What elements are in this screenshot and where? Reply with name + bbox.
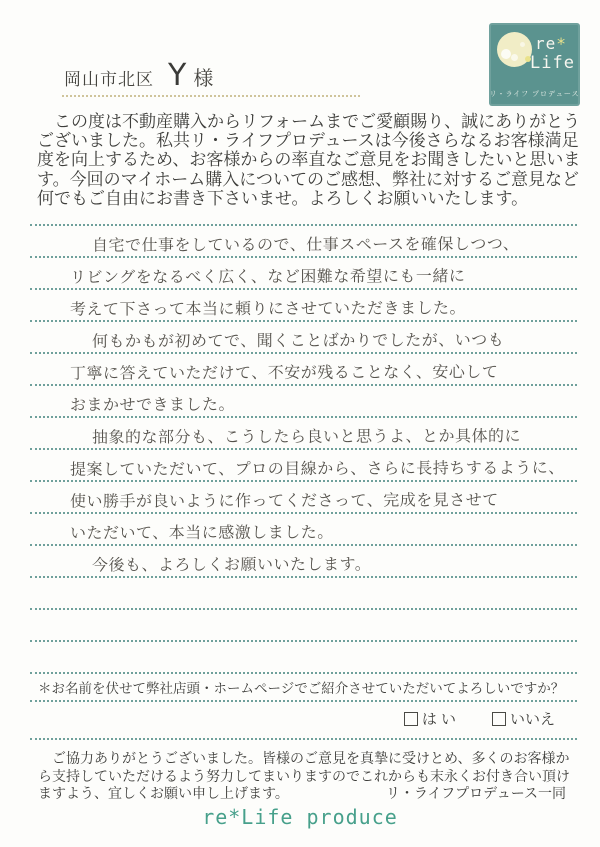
handwritten-line: 提案していただいて、プロの目線から、さらに長持ちするように、	[69, 458, 565, 479]
consent-option-no	[492, 708, 555, 729]
intro-paragraph	[37, 112, 581, 208]
consent-no-checkbox[interactable]	[492, 712, 506, 726]
ruled-line	[30, 450, 577, 482]
logo-wordmark-top	[535, 34, 567, 53]
logo-subtitle: リ・ライフ プロデュース	[489, 91, 580, 98]
handwritten-line: 抽象的な部分も、こうしたら良いと思うよ、とか具体的に	[91, 426, 522, 447]
customer-city: 岡山市北区	[64, 70, 154, 89]
ruled-line-empty	[30, 610, 577, 642]
intro-line: この度は不動産購入からリフォームまでご愛顧賜り、誠にありがとう	[54, 112, 581, 131]
ruled-line	[30, 514, 577, 546]
ruled-line	[30, 226, 577, 258]
logo-bubble-icon	[511, 54, 518, 61]
consent-yes-label: は い	[421, 711, 456, 728]
ruled-line	[30, 482, 577, 514]
handwritten-line: 丁寧に答えていただけて、不安が残ることなく、安心して	[69, 362, 499, 383]
handwritten-line: 使い勝手が良いように作ってくださって、完成を見させて	[69, 490, 499, 511]
ruled-line-empty	[30, 642, 577, 674]
customer-initial: Y	[168, 58, 187, 93]
customer-name-line	[64, 58, 213, 93]
customer-honorific: 様	[193, 68, 214, 90]
intro-line: 何でもご自由にお書き下さいませ。よろしくお願いいたします。	[37, 188, 529, 208]
logo-re-text: re	[535, 34, 557, 53]
ruled-line	[30, 354, 577, 386]
company-logo	[489, 23, 580, 106]
closing-line: ら支持していただけるよう努力してまいりますのでこれからも末永くお付き合い頂け	[38, 767, 570, 784]
ruled-line	[30, 418, 577, 450]
company-signature: リ・ライフプロデュース一同	[385, 785, 566, 801]
brand-footer: re*Life produce	[202, 805, 398, 829]
handwritten-line: 自宅で仕事をしているので、仕事スペースを確保しつつ、	[91, 234, 520, 255]
handwritten-line: リビングをなるべく広く、など困難な希望にも一緒に	[69, 266, 466, 287]
intro-line: 度を向上するため、お客様からの率直なご意見をお聞きしたいと思いま	[37, 150, 581, 170]
handwritten-line: いただいて、本当に感激しました。	[69, 522, 334, 543]
consent-option-yes	[404, 708, 456, 729]
consent-yes-checkbox[interactable]	[404, 712, 418, 726]
intro-line: ございました。私共リ・ライフプロデュースは今後さらなるお客様満足	[37, 131, 579, 151]
logo-star-icon: *	[556, 34, 567, 53]
consent-question-row	[30, 674, 577, 702]
ruled-line	[30, 258, 577, 290]
consent-question: ＊お名前を伏せて弊社店頭・ホームページでご紹介させていただいてよろしいですか？	[38, 681, 565, 696]
handwritten-line: 今後も、よろしくお願いいたします。	[91, 554, 372, 575]
ruled-line-empty	[30, 578, 577, 610]
intro-line: す。今回のマイホーム購入についてのご感想、弊社に対するご意見など	[37, 169, 579, 189]
ruled-line	[30, 290, 577, 322]
logo-bubble-icon	[501, 49, 511, 59]
feedback-writing-area	[30, 224, 577, 740]
handwritten-line: 考えて下さって本当に頼りにさせていただきました。	[69, 298, 467, 319]
consent-options-row	[30, 702, 577, 740]
consent-no-label: いいえ	[509, 711, 555, 728]
logo-wordmark-bottom: Life	[530, 53, 575, 73]
handwritten-line: おまかせできました。	[69, 394, 236, 415]
closing-line: ご協力ありがとうございました。皆様のご意見を真摯に受けとめ、多くのお客様か	[52, 750, 570, 766]
closing-line-text: ますよう、宜しくお願い申し上げます。	[38, 785, 289, 801]
closing-paragraph	[38, 750, 570, 803]
ruled-line	[30, 546, 577, 578]
ruled-line	[30, 322, 577, 354]
ruled-line	[30, 386, 577, 418]
closing-line	[38, 785, 566, 803]
handwritten-line: 何もかもが初めてで、聞くことばかりでしたが、いつも	[91, 330, 505, 351]
name-underline	[62, 95, 360, 97]
logo-bubble-icon	[520, 42, 525, 47]
